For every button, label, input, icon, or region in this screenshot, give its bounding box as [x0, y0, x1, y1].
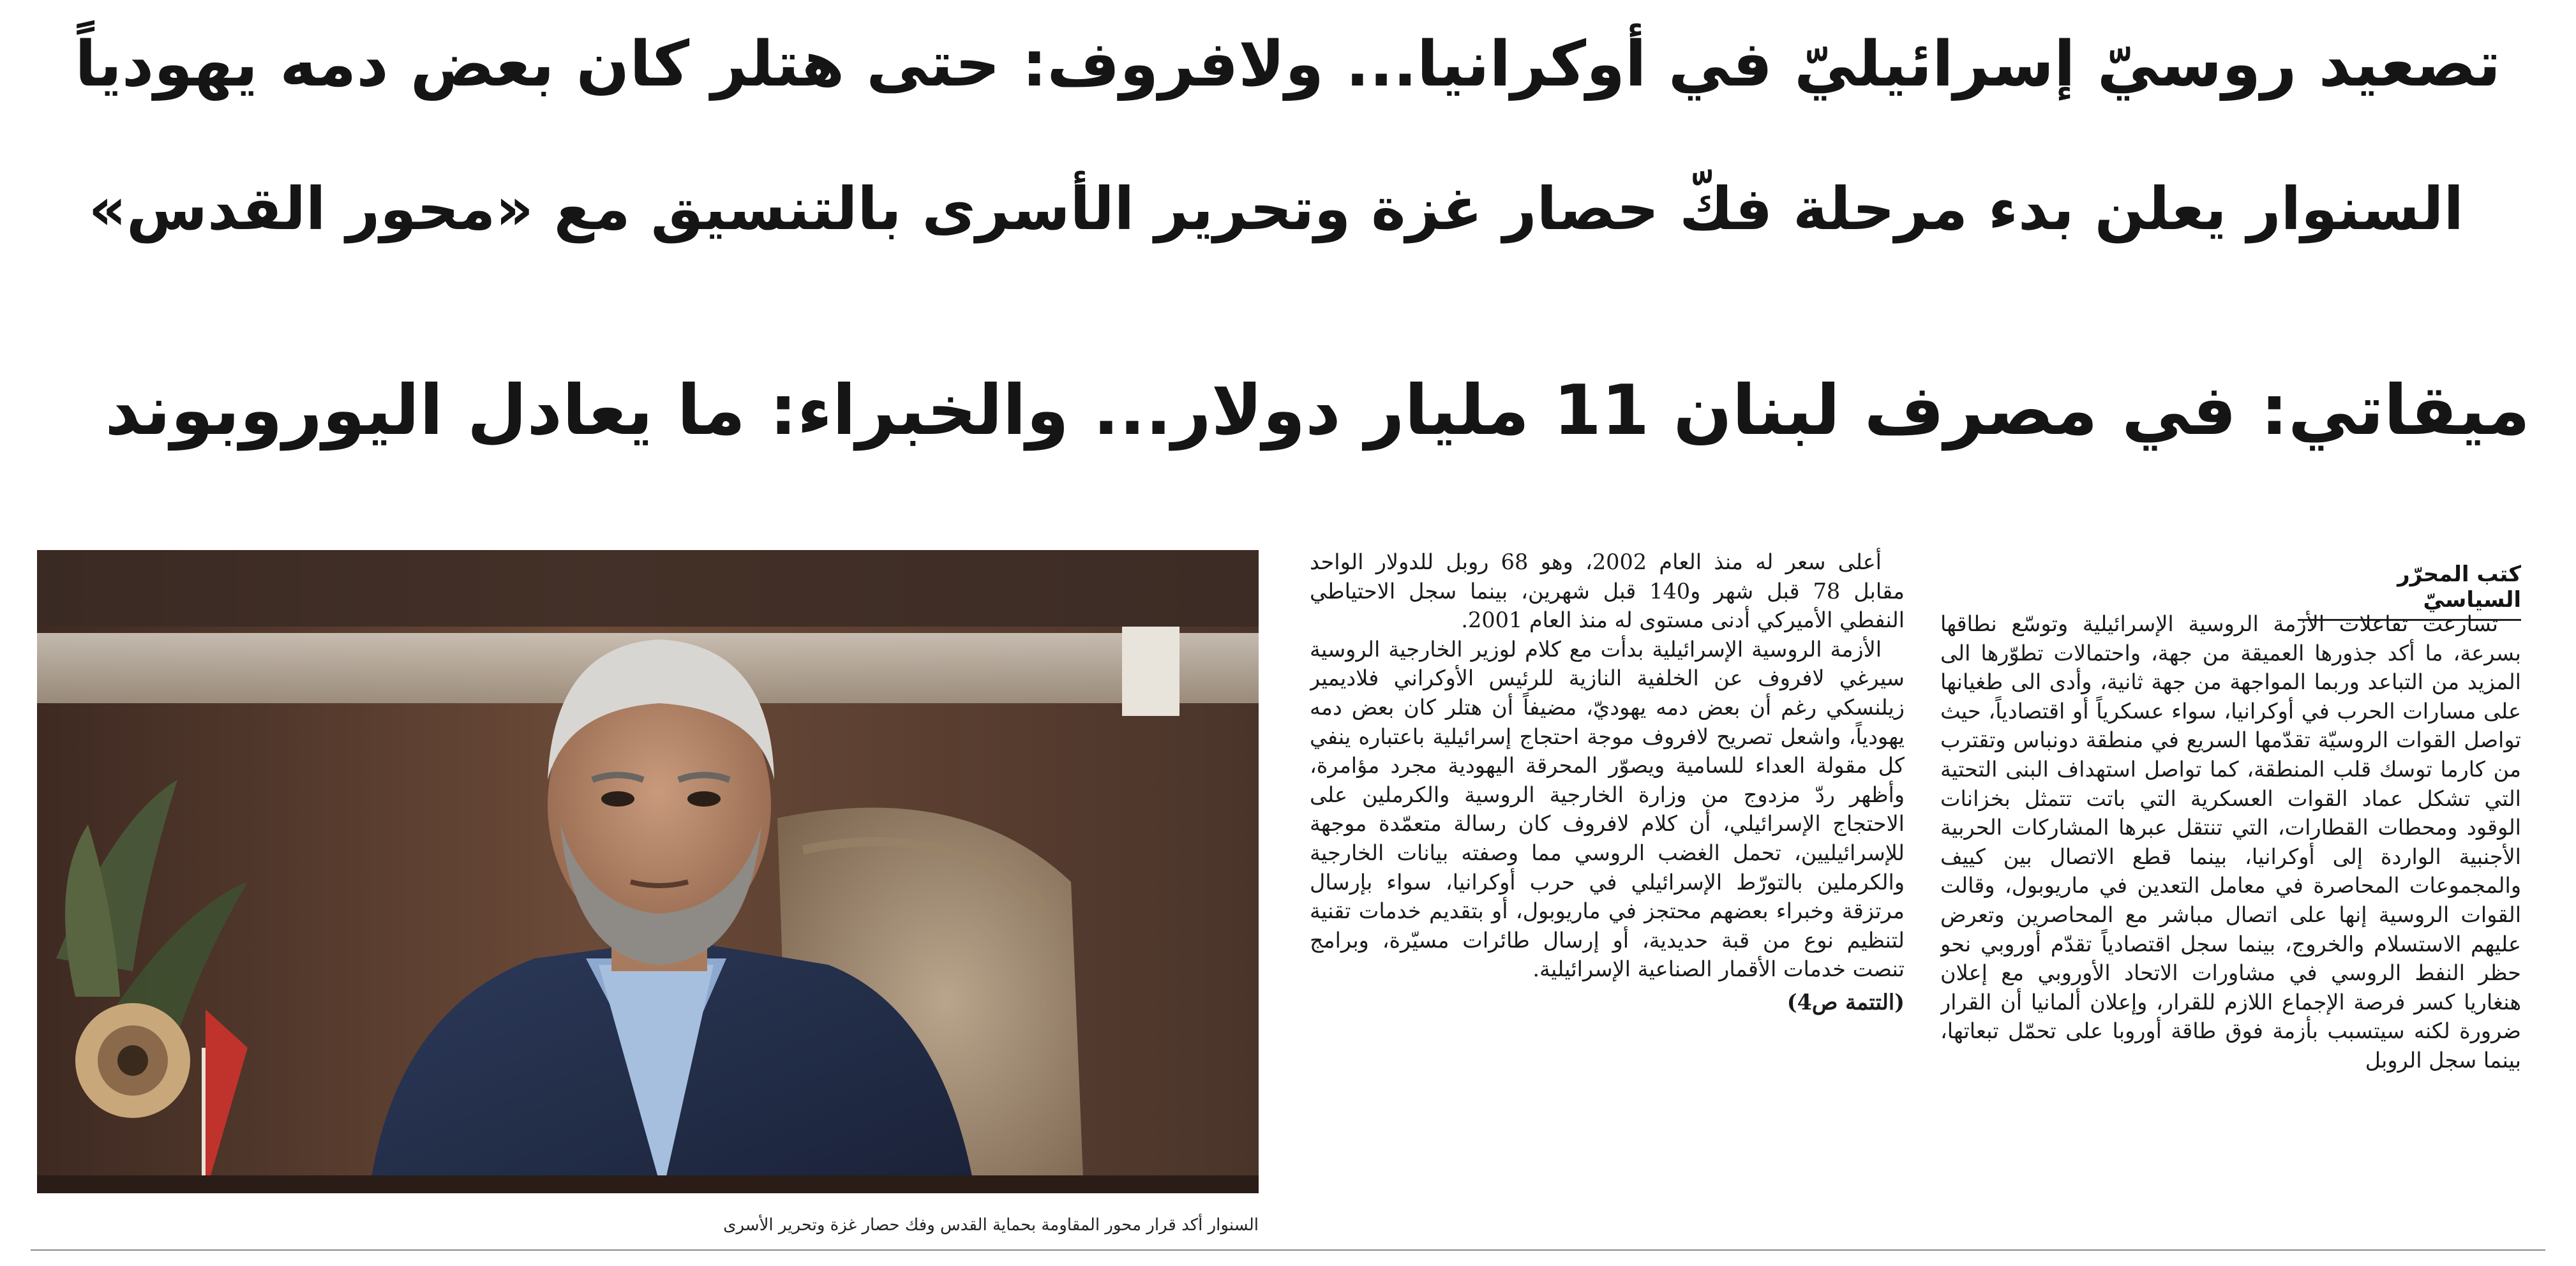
article-paragraph: الأزمة الروسية الإسرائيلية بدأت مع كلام لوزير الخارجية الروسية سيرغي لافروف عن الخلفية النازية للرئيس الأوكراني فلاديمير زيلنسكي رغم أن بعض دمه يهوديّ، مضيفاً أن هتلر كان بعض دمه يهودياً، واشعل تصريح لافروف موجة احتجاج إسرائيلية باعتباره ينفي كل مقولة العداء للسامية ويصوّر المحرقة اليهودية مجرد مؤامرة، وأظهر ردّ مزدوج من وزارة الخارجية الروسية والكرملين على الاحتجاج الإسرائيلي، أن كلام لافروف كان رسالة متعمّدة موجهة للإسرائيليين، تحمل الغضب الروسي مما وصفته بيانات الخارجية والكرملين بالتورّط الإسرائيلي في حرب أوكرانيا، سواء بإرسال مرتزقة وخبراء بعضهم محتجز في ماريوبول، أو بتقديم خدمات تقنية لتنظيم نوع من قبة حديدية، أو إرسال طائرات مسيّرة، وبرامج تنصت خدمات الأقمار الصناعية الإسرائيلية.	[1310, 636, 1905, 982]
headline-third: ميقاتي: في مصرف لبنان 11 مليار دولار... والخبراء: ما يعادل اليوروبوند	[105, 371, 2530, 451]
article-paragraph: أعلى سعر له منذ العام 2002، وهو 68 روبل للدولار الواحد مقابل 78 قبل شهر و140 قبل شهرين، بينما سجل الاحتياطي النفطي الأميركي أدنى مستوى له منذ العام 2001.	[1310, 549, 1905, 633]
news-photo	[37, 550, 1259, 1193]
photo-caption: السنوار أكد قرار محور المقاومة بحماية القدس وفك حصار غزة وتحرير الأسرى	[723, 1216, 1259, 1235]
article-column-right	[1940, 609, 2521, 1247]
article-paragraph: تسارعت تفاعلات الأزمة الروسية الإسرائيلية وتوسّع نطاقها بسرعة، ما أكد جذورها العميقة من جهة، واحتمالات تطوّرها الى المزيد من التباعد وربما المواجهة من جهة ثانية، وأدى الى طغيانها على مسارات الحرب في أوكرانيا، سواء عسكرياً أو اقتصادياً، حيث تواصل القوات الروسيّة تقدّمها السريع في منطقة دونباس وتقترب من كارما توسك قلب المنطقة، كما تواصل استهداف البنى التحتية التي تشكل عماد القوات العسكرية التي باتت تتمثل بخزانات الوقود ومحطات القطارات، التي تنتقل عبرها المشاركات الحربية الأجنبية الواردة إلى أوكرانيا، بينما قطع الاتصال بين كييف والمجموعات المحاصرة في معامل التعدين في ماريوبول، وقالت القوات الروسية إنها على اتصال مباشر مع المحاصرين وتعرض عليهم الاستسلام والخروج، بينما سجل اقتصادياً تقدّم أوروبي نحو حظر النفط الروسي في مشاورات الاتحاد الأوروبي مع إعلان هنغاريا كسر فرصة الإجماع اللازم للقرار، وإعلان ألمانيا أن القرار ضرورة لكنه سيتسبب بأزمة فوق طاقة أوروبا على تحمّل تبعاتها، بينما سجل الروبل	[1940, 611, 2521, 1073]
article-byline: كتب المحرّر السياسيّ	[2298, 562, 2521, 621]
article-column-middle	[1310, 547, 1905, 1262]
continued-note: (التتمة ص4)	[1786, 989, 1905, 1015]
portrait-illustration	[37, 550, 1259, 1193]
headline-main: السنوار يعلن بدء مرحلة فكّ حصار غزة وتحرير الأسرى بالتنسيق مع «محور القدس»	[88, 175, 2464, 243]
headline-top: تصعيد روسيّ إسرائيليّ في أوكرانيا... ولافروف: حتى هتلر كان بعض دمه يهودياً	[75, 28, 2501, 101]
page-divider	[31, 1249, 2545, 1251]
